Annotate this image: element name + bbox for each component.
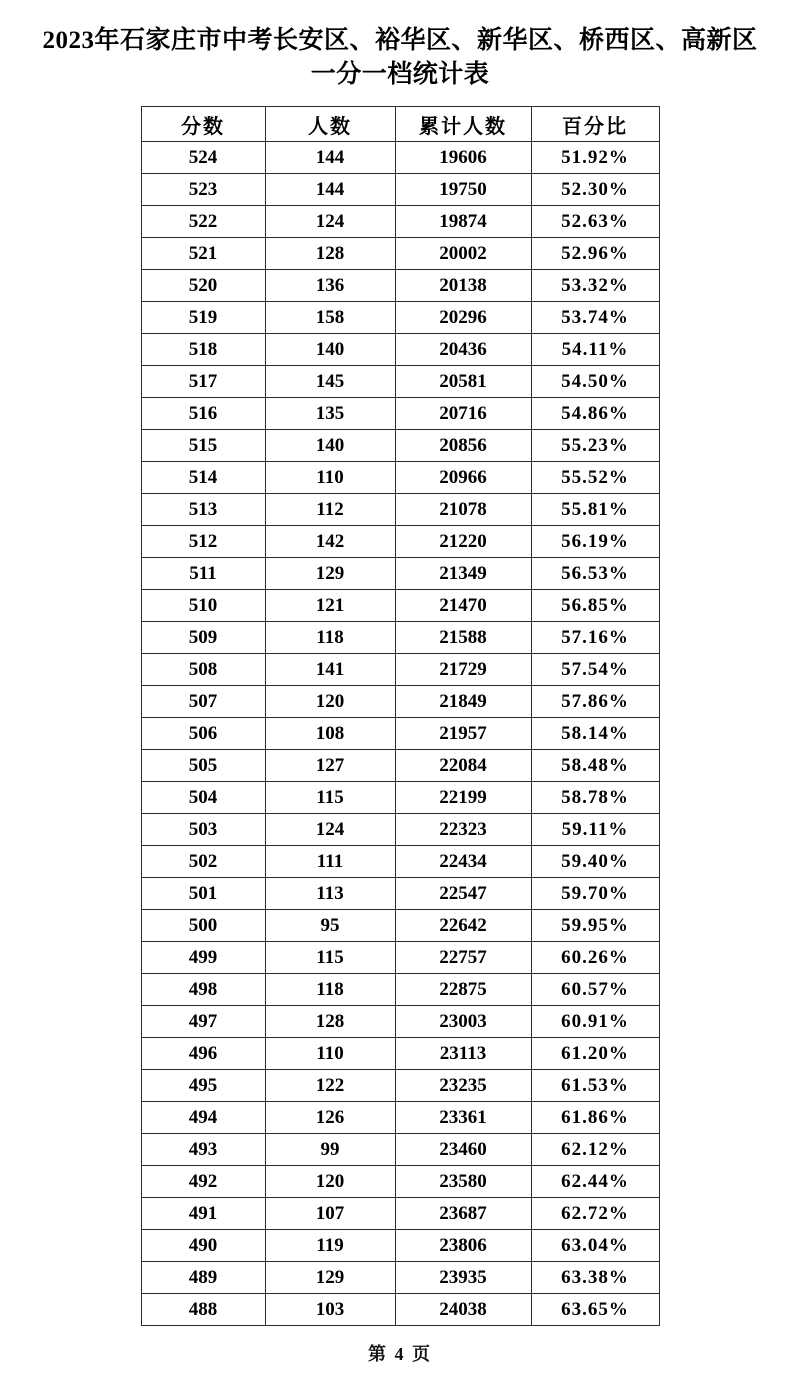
table-row bbox=[141, 1102, 659, 1134]
cell-score: 524 bbox=[141, 142, 265, 174]
cell-percent: 60.57% bbox=[531, 974, 659, 1006]
cell-percent: 54.50% bbox=[531, 366, 659, 398]
cell-count: 121 bbox=[265, 590, 395, 622]
cell-score: 504 bbox=[141, 782, 265, 814]
cell-percent: 62.12% bbox=[531, 1134, 659, 1166]
cell-cumulative: 19750 bbox=[395, 174, 531, 206]
cell-cumulative: 21349 bbox=[395, 558, 531, 590]
cell-percent: 51.92% bbox=[531, 142, 659, 174]
cell-score: 518 bbox=[141, 334, 265, 366]
table-row bbox=[141, 814, 659, 846]
table-row bbox=[141, 462, 659, 494]
table-row bbox=[141, 622, 659, 654]
table-row bbox=[141, 334, 659, 366]
cell-score: 498 bbox=[141, 974, 265, 1006]
column-header-percent: 百分比 bbox=[531, 107, 659, 142]
cell-percent: 52.96% bbox=[531, 238, 659, 270]
cell-cumulative: 22757 bbox=[395, 942, 531, 974]
cell-cumulative: 21849 bbox=[395, 686, 531, 718]
cell-percent: 53.32% bbox=[531, 270, 659, 302]
cell-percent: 57.16% bbox=[531, 622, 659, 654]
cell-percent: 56.53% bbox=[531, 558, 659, 590]
cell-score: 517 bbox=[141, 366, 265, 398]
cell-count: 122 bbox=[265, 1070, 395, 1102]
cell-cumulative: 23580 bbox=[395, 1166, 531, 1198]
cell-percent: 56.85% bbox=[531, 590, 659, 622]
table-row bbox=[141, 718, 659, 750]
cell-score: 505 bbox=[141, 750, 265, 782]
cell-cumulative: 21729 bbox=[395, 654, 531, 686]
cell-count: 136 bbox=[265, 270, 395, 302]
table-row bbox=[141, 590, 659, 622]
table-row bbox=[141, 1198, 659, 1230]
cell-cumulative: 23003 bbox=[395, 1006, 531, 1038]
cell-cumulative: 19606 bbox=[395, 142, 531, 174]
cell-count: 144 bbox=[265, 174, 395, 206]
column-header-count: 人数 bbox=[265, 107, 395, 142]
cell-score: 503 bbox=[141, 814, 265, 846]
cell-cumulative: 22547 bbox=[395, 878, 531, 910]
cell-percent: 55.81% bbox=[531, 494, 659, 526]
cell-score: 506 bbox=[141, 718, 265, 750]
cell-cumulative: 23235 bbox=[395, 1070, 531, 1102]
cell-count: 112 bbox=[265, 494, 395, 526]
table-row bbox=[141, 1262, 659, 1294]
cell-score: 511 bbox=[141, 558, 265, 590]
cell-percent: 59.11% bbox=[531, 814, 659, 846]
cell-score: 499 bbox=[141, 942, 265, 974]
cell-cumulative: 23460 bbox=[395, 1134, 531, 1166]
page-title-line-2: 一分一档统计表 bbox=[310, 61, 490, 88]
cell-count: 128 bbox=[265, 238, 395, 270]
cell-score: 496 bbox=[141, 1038, 265, 1070]
cell-cumulative: 22642 bbox=[395, 910, 531, 942]
cell-percent: 58.78% bbox=[531, 782, 659, 814]
score-distribution-table bbox=[141, 106, 660, 1326]
table-row bbox=[141, 206, 659, 238]
cell-percent: 55.23% bbox=[531, 430, 659, 462]
cell-count: 158 bbox=[265, 302, 395, 334]
table-header-row bbox=[141, 107, 659, 142]
table-row bbox=[141, 942, 659, 974]
cell-score: 500 bbox=[141, 910, 265, 942]
cell-percent: 60.26% bbox=[531, 942, 659, 974]
cell-cumulative: 23361 bbox=[395, 1102, 531, 1134]
cell-count: 144 bbox=[265, 142, 395, 174]
cell-count: 127 bbox=[265, 750, 395, 782]
cell-cumulative: 21220 bbox=[395, 526, 531, 558]
cell-cumulative: 23687 bbox=[395, 1198, 531, 1230]
cell-percent: 58.48% bbox=[531, 750, 659, 782]
cell-score: 513 bbox=[141, 494, 265, 526]
cell-percent: 58.14% bbox=[531, 718, 659, 750]
cell-count: 110 bbox=[265, 1038, 395, 1070]
cell-count: 111 bbox=[265, 846, 395, 878]
cell-cumulative: 20856 bbox=[395, 430, 531, 462]
cell-percent: 57.54% bbox=[531, 654, 659, 686]
cell-score: 495 bbox=[141, 1070, 265, 1102]
column-header-cumulative: 累计人数 bbox=[395, 107, 531, 142]
cell-count: 140 bbox=[265, 430, 395, 462]
cell-cumulative: 22084 bbox=[395, 750, 531, 782]
cell-percent: 57.86% bbox=[531, 686, 659, 718]
cell-percent: 61.20% bbox=[531, 1038, 659, 1070]
cell-cumulative: 22434 bbox=[395, 846, 531, 878]
cell-cumulative: 23113 bbox=[395, 1038, 531, 1070]
cell-percent: 52.30% bbox=[531, 174, 659, 206]
cell-percent: 63.38% bbox=[531, 1262, 659, 1294]
cell-score: 522 bbox=[141, 206, 265, 238]
cell-cumulative: 23935 bbox=[395, 1262, 531, 1294]
cell-count: 118 bbox=[265, 974, 395, 1006]
cell-count: 145 bbox=[265, 366, 395, 398]
cell-count: 107 bbox=[265, 1198, 395, 1230]
cell-count: 113 bbox=[265, 878, 395, 910]
cell-score: 493 bbox=[141, 1134, 265, 1166]
column-header-score: 分数 bbox=[141, 107, 265, 142]
table-header bbox=[141, 107, 659, 142]
cell-count: 95 bbox=[265, 910, 395, 942]
table-row bbox=[141, 1006, 659, 1038]
cell-count: 128 bbox=[265, 1006, 395, 1038]
table-row bbox=[141, 974, 659, 1006]
cell-score: 507 bbox=[141, 686, 265, 718]
table-row bbox=[141, 1230, 659, 1262]
cell-percent: 55.52% bbox=[531, 462, 659, 494]
cell-score: 490 bbox=[141, 1230, 265, 1262]
cell-cumulative: 24038 bbox=[395, 1294, 531, 1326]
cell-count: 115 bbox=[265, 942, 395, 974]
cell-count: 99 bbox=[265, 1134, 395, 1166]
table-body bbox=[141, 142, 659, 1326]
cell-score: 514 bbox=[141, 462, 265, 494]
cell-count: 110 bbox=[265, 462, 395, 494]
table-row bbox=[141, 302, 659, 334]
cell-cumulative: 20716 bbox=[395, 398, 531, 430]
table-row bbox=[141, 558, 659, 590]
cell-count: 141 bbox=[265, 654, 395, 686]
cell-score: 523 bbox=[141, 174, 265, 206]
table-row bbox=[141, 1134, 659, 1166]
cell-score: 497 bbox=[141, 1006, 265, 1038]
cell-count: 126 bbox=[265, 1102, 395, 1134]
cell-score: 501 bbox=[141, 878, 265, 910]
cell-cumulative: 20581 bbox=[395, 366, 531, 398]
cell-count: 124 bbox=[265, 206, 395, 238]
cell-score: 492 bbox=[141, 1166, 265, 1198]
cell-score: 508 bbox=[141, 654, 265, 686]
table-row bbox=[141, 1070, 659, 1102]
cell-score: 519 bbox=[141, 302, 265, 334]
cell-cumulative: 22199 bbox=[395, 782, 531, 814]
page-title-line-1: 2023年石家庄市中考长安区、裕华区、新华区、桥西区、高新区 bbox=[42, 27, 758, 54]
cell-count: 140 bbox=[265, 334, 395, 366]
table-row bbox=[141, 782, 659, 814]
cell-cumulative: 20138 bbox=[395, 270, 531, 302]
cell-count: 120 bbox=[265, 686, 395, 718]
cell-count: 119 bbox=[265, 1230, 395, 1262]
table-row bbox=[141, 174, 659, 206]
cell-cumulative: 22875 bbox=[395, 974, 531, 1006]
cell-count: 142 bbox=[265, 526, 395, 558]
cell-cumulative: 23806 bbox=[395, 1230, 531, 1262]
table-row bbox=[141, 750, 659, 782]
cell-score: 512 bbox=[141, 526, 265, 558]
cell-score: 521 bbox=[141, 238, 265, 270]
cell-percent: 54.86% bbox=[531, 398, 659, 430]
cell-cumulative: 19874 bbox=[395, 206, 531, 238]
cell-count: 103 bbox=[265, 1294, 395, 1326]
cell-cumulative: 21078 bbox=[395, 494, 531, 526]
table-row bbox=[141, 430, 659, 462]
cell-count: 115 bbox=[265, 782, 395, 814]
cell-score: 509 bbox=[141, 622, 265, 654]
cell-percent: 61.53% bbox=[531, 1070, 659, 1102]
table-row bbox=[141, 494, 659, 526]
cell-percent: 63.65% bbox=[531, 1294, 659, 1326]
cell-cumulative: 22323 bbox=[395, 814, 531, 846]
cell-score: 516 bbox=[141, 398, 265, 430]
page-title bbox=[20, 24, 780, 92]
cell-score: 520 bbox=[141, 270, 265, 302]
table-row bbox=[141, 910, 659, 942]
cell-cumulative: 21470 bbox=[395, 590, 531, 622]
cell-percent: 62.44% bbox=[531, 1166, 659, 1198]
cell-percent: 63.04% bbox=[531, 1230, 659, 1262]
table-row bbox=[141, 142, 659, 174]
table-row bbox=[141, 846, 659, 878]
cell-percent: 59.70% bbox=[531, 878, 659, 910]
cell-cumulative: 21588 bbox=[395, 622, 531, 654]
cell-cumulative: 20002 bbox=[395, 238, 531, 270]
cell-count: 129 bbox=[265, 558, 395, 590]
page-footer: 第 4 页 bbox=[368, 1344, 432, 1364]
cell-count: 120 bbox=[265, 1166, 395, 1198]
cell-count: 108 bbox=[265, 718, 395, 750]
cell-count: 129 bbox=[265, 1262, 395, 1294]
table-row bbox=[141, 238, 659, 270]
cell-percent: 61.86% bbox=[531, 1102, 659, 1134]
table-row bbox=[141, 686, 659, 718]
cell-cumulative: 20966 bbox=[395, 462, 531, 494]
cell-percent: 59.95% bbox=[531, 910, 659, 942]
cell-score: 489 bbox=[141, 1262, 265, 1294]
cell-score: 488 bbox=[141, 1294, 265, 1326]
cell-score: 515 bbox=[141, 430, 265, 462]
cell-count: 135 bbox=[265, 398, 395, 430]
table-row bbox=[141, 270, 659, 302]
table-row bbox=[141, 1294, 659, 1326]
cell-percent: 62.72% bbox=[531, 1198, 659, 1230]
cell-count: 124 bbox=[265, 814, 395, 846]
table-row bbox=[141, 654, 659, 686]
cell-percent: 59.40% bbox=[531, 846, 659, 878]
table-row bbox=[141, 526, 659, 558]
cell-score: 491 bbox=[141, 1198, 265, 1230]
table-row bbox=[141, 398, 659, 430]
cell-percent: 53.74% bbox=[531, 302, 659, 334]
table-row bbox=[141, 1166, 659, 1198]
table-row bbox=[141, 878, 659, 910]
cell-cumulative: 20436 bbox=[395, 334, 531, 366]
cell-score: 502 bbox=[141, 846, 265, 878]
cell-cumulative: 20296 bbox=[395, 302, 531, 334]
cell-percent: 54.11% bbox=[531, 334, 659, 366]
cell-score: 494 bbox=[141, 1102, 265, 1134]
cell-count: 118 bbox=[265, 622, 395, 654]
cell-score: 510 bbox=[141, 590, 265, 622]
table-row bbox=[141, 1038, 659, 1070]
cell-percent: 56.19% bbox=[531, 526, 659, 558]
cell-percent: 52.63% bbox=[531, 206, 659, 238]
table-row bbox=[141, 366, 659, 398]
cell-cumulative: 21957 bbox=[395, 718, 531, 750]
cell-percent: 60.91% bbox=[531, 1006, 659, 1038]
